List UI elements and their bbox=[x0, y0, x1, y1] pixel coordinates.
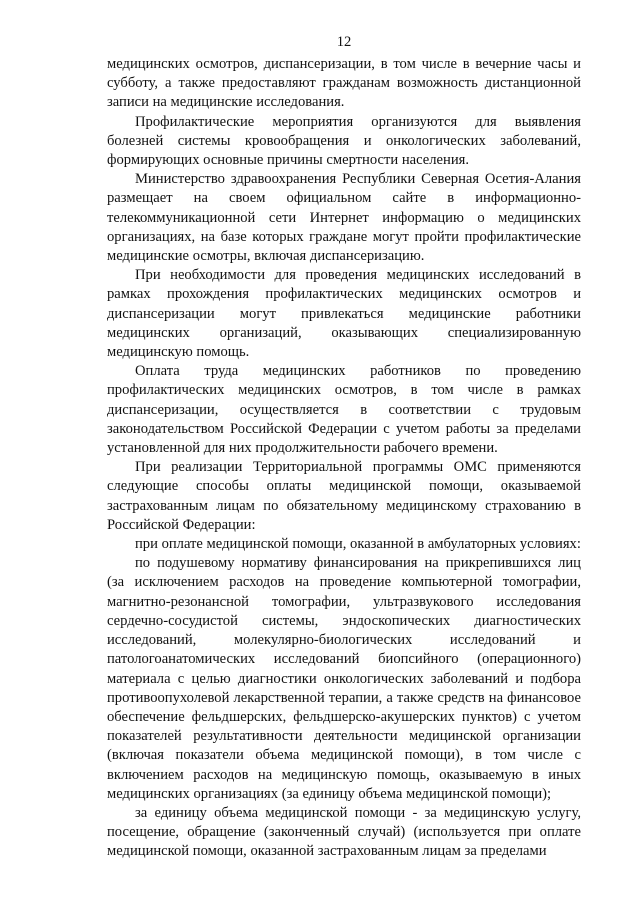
paragraph-medical-workers: При необходимости для проведения медицинских исследований в рамках прохождения профилактических медицинских осмотров и диспансеризации могут привлекаться медицинские работники медицинских организаций, оказывающих специализированную медицинскую помощь. bbox=[107, 267, 581, 361]
paragraph-outpatient-conditions: при оплате медицинской помощи, оказанной в амбулаторных условиях: bbox=[135, 536, 581, 553]
paragraph-ministry-website: Министерство здравоохранения Республики Северная Осетия-Алания размещает на своем официальном сайте в информационно-телекоммуникационной сети Интернет информацию о медицинских организациях, на базе которых граждане могут пройти профилактические медицинские осмотры, включая диспансеризацию. bbox=[107, 171, 581, 265]
paragraph-payment-methods: При реализации Территориальной программы ОМС применяются следующие способы оплаты медицинской помощи, оказываемой застрахованным лицам по обязательному медицинскому страхованию в Российской Федерации: bbox=[107, 459, 581, 533]
paragraph-unit-of-volume: за единицу объема медицинской помощи - за медицинскую услугу, посещение, обращение (законченный случай) (используется при оплате медицинской помощи, оказанной застрахованным лицам за пределами bbox=[107, 804, 581, 860]
paragraph-prevention-measures: Профилактические мероприятия организуются для выявления болезней системы кровообращения и онкологических заболеваний, формирующих основные причины смертности населения. bbox=[107, 113, 581, 169]
document-page bbox=[107, 30, 581, 862]
paragraph-continuation: медицинских осмотров, диспансеризации, в том числе в вечерние часы и субботу, а также предоставляют гражданам возможность дистанционной записи на медицинские исследования. bbox=[107, 56, 581, 111]
page-number: 12 bbox=[336, 34, 352, 50]
paragraph-labor-payment: Оплата труда медицинских работников по проведению профилактических медицинских осмотров, в том числе в рамках диспансеризации, осуществляется в соответствии с трудовым законодательством Российской Федерации с учетом работы за пределами установленной для них продолжительности рабочего времени. bbox=[107, 363, 581, 457]
paragraph-per-capita-norm: по подушевому нормативу финансирования на прикрепившихся лиц (за исключением расходов на проведение компьютерной томографии, магнитно-резонансной томографии, ультразвукового исследования сердечно-сосудистой системы, эндоскопических диагностических исследований, молекулярно-биологических исследований и патологоанатомических исследований биопсийного (операционного) материала с целью диагностики онкологических заболеваний и подбора противоопухолевой лекарственной терапии, а также средств на финансовое обеспечение фельдшерских, фельдшерско-акушерских пунктов) с учетом показателей результативности деятельности медицинской организации (включая показатели объема медицинской помощи), в том числе с включением расходов на медицинскую помощь, оказываемую в иных медицинских организациях (за единицу объема медицинской помощи); bbox=[107, 555, 581, 802]
